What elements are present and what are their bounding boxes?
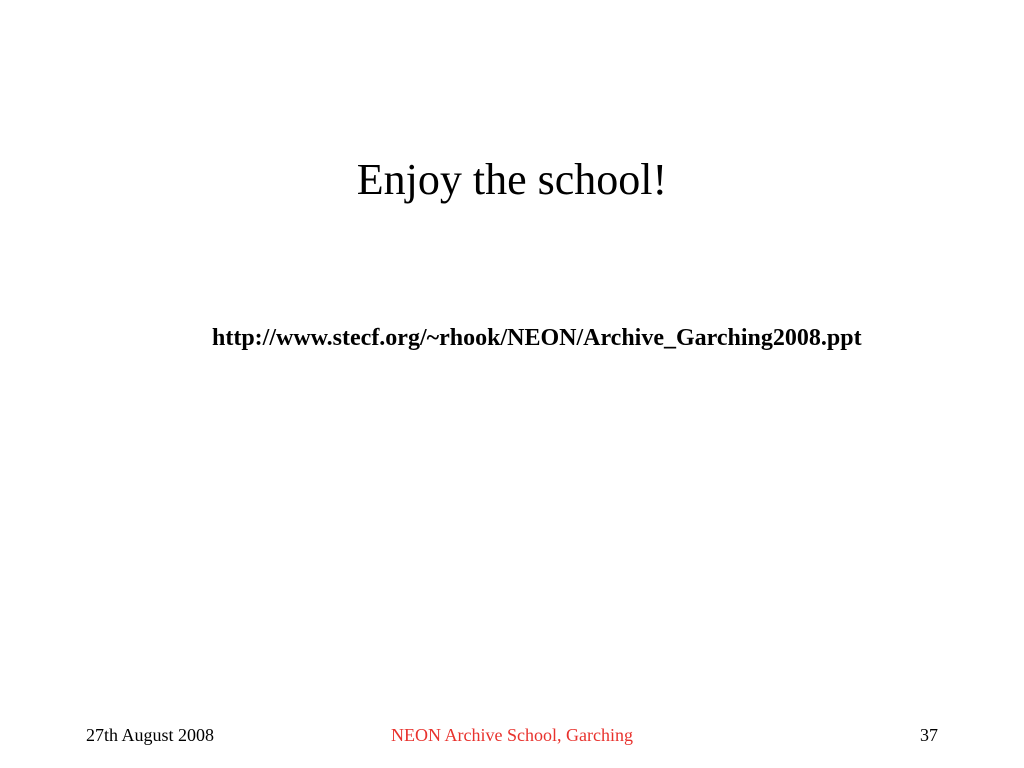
footer-date: 27th August 2008 <box>86 725 215 745</box>
presentation-url-link[interactable]: http://www.stecf.org/~rhook/NEON/Archive_Garching2008.ppt <box>212 325 862 351</box>
footer-page-number: 37 <box>920 725 938 745</box>
footer-event-name: NEON Archive School, Garching <box>391 725 633 745</box>
slide-title: Enjoy the school! <box>356 155 668 204</box>
url-container <box>0 322 1024 354</box>
